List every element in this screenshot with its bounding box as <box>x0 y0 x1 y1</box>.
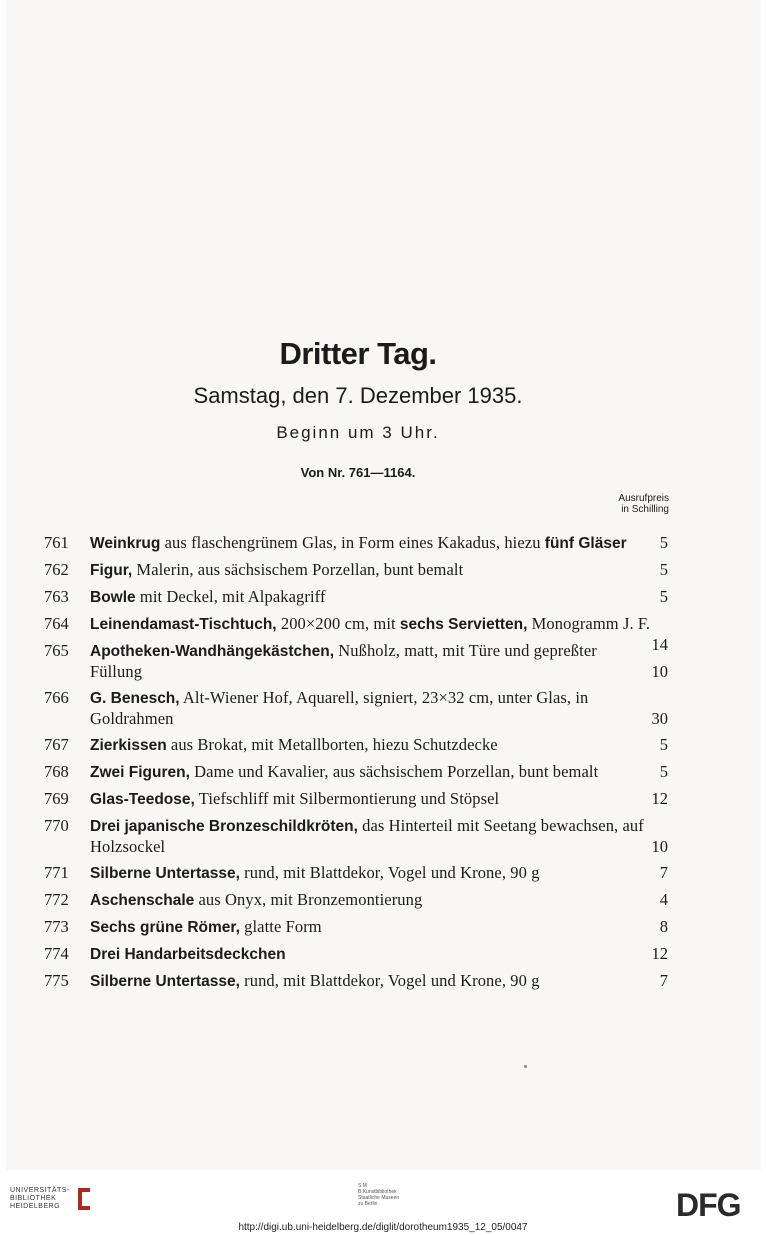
lot-text: das Hinterteil mit Seetang bewachsen, auf Holzsockel <box>90 816 644 856</box>
library-logo <box>10 1187 70 1211</box>
lot-entry <box>44 917 668 938</box>
lot-text: Nußholz, matt, mit Türe und gepreßter Füllung <box>90 641 597 681</box>
lot-title-secondary: sechs Servietten, <box>399 616 528 633</box>
stamp-line2: B Kunstbibliothek <box>358 1189 397 1195</box>
lot-entry <box>44 944 668 965</box>
start-time: Beginn um 3 Uhr. <box>276 423 440 442</box>
lot-entry <box>44 789 668 810</box>
auction-date: Samstag, den 7. Dezember 1935. <box>193 383 523 408</box>
library-emblem-icon <box>76 1186 94 1212</box>
lot-number: 768 <box>44 762 69 781</box>
kunstbibliothek-stamp <box>358 1183 438 1207</box>
lot-title-secondary: fünf Gläser <box>544 535 627 552</box>
lot-title: Aschenschale <box>90 892 195 909</box>
lot-title: Drei japanische Bronzeschildkröten, <box>90 818 358 835</box>
lot-price: 8 <box>659 917 668 936</box>
lot-text: glatte Form <box>239 917 322 936</box>
price-header-line1: Ausrufpreis <box>618 493 669 504</box>
lot-number: 764 <box>44 614 69 633</box>
lot-price: 10 <box>651 662 668 681</box>
lot-description <box>90 816 668 857</box>
lot-text: Malerin, aus sächsischem Porzellan, bunt bemalt <box>132 560 464 579</box>
lot-description <box>90 688 668 729</box>
lot-price: 4 <box>659 890 668 909</box>
lot-number: 770 <box>44 816 69 835</box>
lot-description <box>90 863 668 884</box>
lot-price: 12 <box>651 789 668 808</box>
lot-description <box>90 587 668 608</box>
lot-number: 763 <box>44 587 69 606</box>
lot-number: 769 <box>44 789 69 808</box>
lot-entry <box>44 688 668 729</box>
end-mark <box>524 1065 527 1068</box>
lot-title: Apotheken-Wandhängekästchen, <box>90 643 335 660</box>
lot-entry <box>44 762 668 783</box>
lot-title: Drei Handarbeitsdeckchen <box>90 946 286 963</box>
lot-title: Silberne Untertasse, <box>90 973 240 990</box>
lot-title: Zierkissen <box>90 737 167 754</box>
lot-number: 762 <box>44 560 69 579</box>
lot-range: Von Nr. 761—1164. <box>300 465 416 480</box>
lot-entry <box>44 641 668 682</box>
lot-text: rund, mit Blattdekor, Vogel und Krone, 90 g <box>239 971 540 990</box>
lot-description <box>90 890 668 911</box>
lot-number: 767 <box>44 735 69 754</box>
lot-price: 5 <box>659 560 668 579</box>
lot-number: 773 <box>44 917 69 936</box>
lot-entry <box>44 971 668 992</box>
lot-price: 5 <box>659 762 668 781</box>
lot-price: 5 <box>659 587 668 606</box>
lot-entry <box>44 587 668 608</box>
stamp-line1: S M <box>358 1183 367 1189</box>
lot-description <box>90 944 668 965</box>
lot-number: 772 <box>44 890 69 909</box>
lot-title: Bowle <box>90 589 136 606</box>
lot-description <box>90 641 668 682</box>
lot-text: aus Brokat, mit Metallborten, hiezu Schutzdecke <box>166 735 498 754</box>
lot-price: 7 <box>659 863 668 882</box>
lot-title: Weinkrug <box>90 535 161 552</box>
lot-title: Silberne Untertasse, <box>90 865 240 882</box>
lot-list <box>44 533 668 998</box>
stamp-line3: Staatliche Museen <box>358 1195 400 1201</box>
lot-description <box>90 789 668 810</box>
lot-price: 5 <box>659 533 668 552</box>
lot-entry <box>44 560 668 581</box>
library-line3: HEIDELBERG <box>10 1203 61 1210</box>
lot-entry <box>44 890 668 911</box>
library-line2: BIBLIOTHEK <box>10 1195 57 1202</box>
lot-entry <box>44 735 668 756</box>
lot-text: Alt-Wiener Hof, Aquarell, signiert, 23×32 cm, unter Glas, in Goldrahmen <box>90 688 589 728</box>
lot-text: mit Deckel, mit Alpakagriff <box>135 587 326 606</box>
lot-title: Leinendamast-Tischtuch, <box>90 616 277 633</box>
lot-price: 5 <box>659 735 668 754</box>
lot-number: 775 <box>44 971 69 990</box>
dfg-logo: DFG <box>676 1187 741 1223</box>
page-title: Dritter Tag. <box>279 336 437 371</box>
lot-title: Zwei Figuren, <box>90 764 190 781</box>
price-column-header <box>618 493 669 515</box>
lot-text: aus Onyx, mit Bronzemontierung <box>194 890 423 909</box>
lot-number: 771 <box>44 863 69 882</box>
lot-number: 761 <box>44 533 69 552</box>
lot-entry <box>44 533 668 554</box>
lot-entry <box>44 816 668 857</box>
lot-price: 12 <box>651 944 668 963</box>
lot-text: Dame und Kavalier, aus sächsischem Porzellan, bunt bemalt <box>189 762 599 781</box>
lot-description <box>90 533 668 554</box>
lot-description <box>90 560 668 581</box>
price-header-line2: in Schilling <box>621 504 669 515</box>
lot-entry <box>44 863 668 884</box>
lot-description <box>90 971 668 992</box>
lot-description <box>90 762 668 783</box>
lot-price: 14 <box>651 635 668 654</box>
lot-text: aus flaschengrünem Glas, in Form eines Kakadus, hiezu <box>160 533 545 552</box>
stamp-line4: zu Berlin <box>358 1201 378 1207</box>
lot-number: 774 <box>44 944 69 963</box>
lot-number: 765 <box>44 641 69 660</box>
lot-description <box>90 917 668 938</box>
lot-price: 10 <box>651 837 668 856</box>
lot-text-secondary: Monogramm J. F. <box>527 614 651 633</box>
lot-description <box>90 735 668 756</box>
lot-title: Glas-Teedose, <box>90 791 195 808</box>
source-url[interactable]: http://digi.ub.uni-heidelberg.de/diglit/dorotheum1935_12_05/0047 <box>238 1222 528 1233</box>
lot-title: Sechs grüne Römer, <box>90 919 240 936</box>
lot-text: rund, mit Blattdekor, Vogel und Krone, 90 g <box>239 863 540 882</box>
lot-title: G. Benesch, <box>90 690 180 707</box>
lot-text: Tiefschliff mit Silbermontierung und Stöpsel <box>194 789 500 808</box>
lot-number: 766 <box>44 688 69 707</box>
lot-price: 7 <box>659 971 668 990</box>
lot-text: 200×200 cm, mit <box>276 614 400 633</box>
bleed-through-text <box>102 90 106 108</box>
library-line1: UNIVERSITÄTS- <box>10 1187 70 1194</box>
lot-title: Figur, <box>90 562 133 579</box>
lot-price: 30 <box>651 709 668 728</box>
